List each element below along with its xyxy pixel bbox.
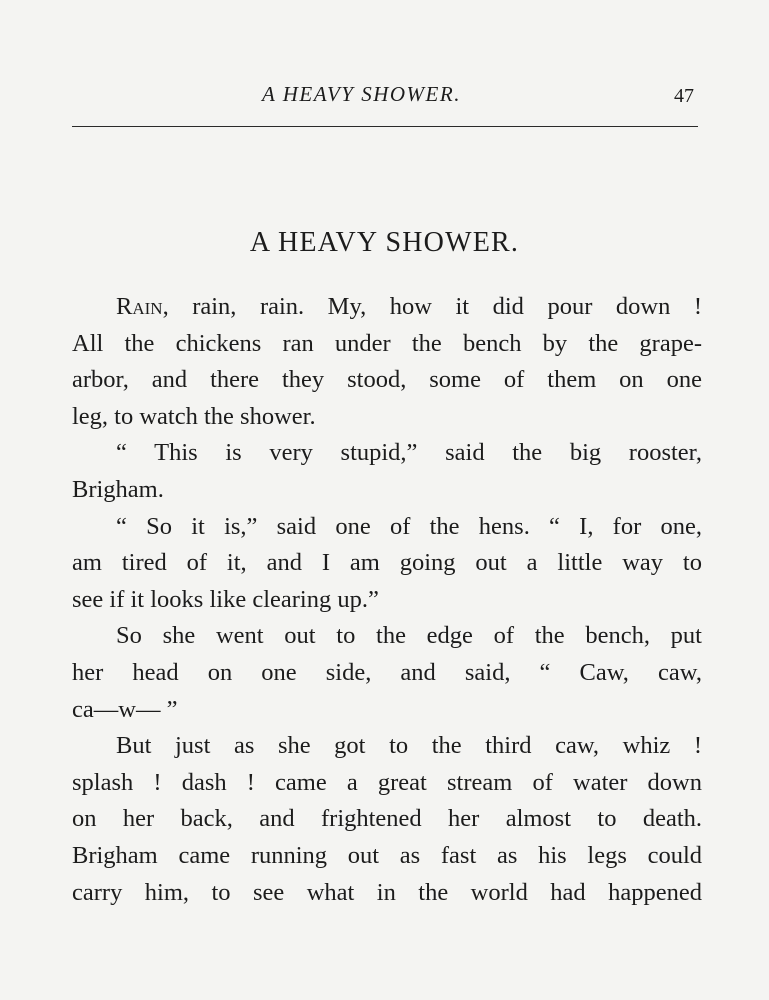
text-line: But just as she got to the third caw, whiz ! bbox=[116, 732, 702, 760]
running-head bbox=[72, 82, 698, 114]
drop-word: Rain bbox=[116, 293, 163, 320]
text-line: Brigham. bbox=[72, 475, 164, 503]
text-line: “ This is very stupid,” said the big rooster, bbox=[116, 439, 702, 467]
text-line: “ So it is,” said one of the hens. “ I, for one, bbox=[116, 512, 702, 540]
text-line: Rain, rain, rain. My, how it did pour down ! bbox=[116, 293, 702, 320]
text-line: So she went out to the edge of the bench, put bbox=[116, 622, 702, 650]
text-line: am tired of it, and I am going out a little way to bbox=[72, 549, 702, 577]
text-line: arbor, and there they stood, some of them on one bbox=[72, 366, 702, 394]
text-line: ca—w— ” bbox=[72, 695, 178, 723]
running-title: A HEAVY SHOWER. bbox=[262, 82, 461, 106]
header-rule bbox=[72, 126, 698, 127]
chapter-title: A HEAVY SHOWER. bbox=[249, 227, 520, 258]
text-line: carry him, to see what in the world had happened bbox=[72, 878, 702, 906]
body-text bbox=[72, 289, 702, 911]
text-line: leg, to watch the shower. bbox=[72, 402, 316, 430]
page-number: 47 bbox=[674, 85, 694, 107]
text-line: All the chickens ran under the bench by the grape- bbox=[72, 329, 702, 357]
text-line: on her back, and frightened her almost to death. bbox=[72, 805, 702, 833]
text-line: Brigham came running out as fast as his legs could bbox=[72, 841, 702, 869]
text-line: see if it looks like clearing up.” bbox=[72, 585, 379, 613]
text-line: her head on one side, and said, “ Caw, caw, bbox=[72, 658, 702, 686]
text-line: splash ! dash ! came a great stream of water down bbox=[72, 768, 702, 796]
